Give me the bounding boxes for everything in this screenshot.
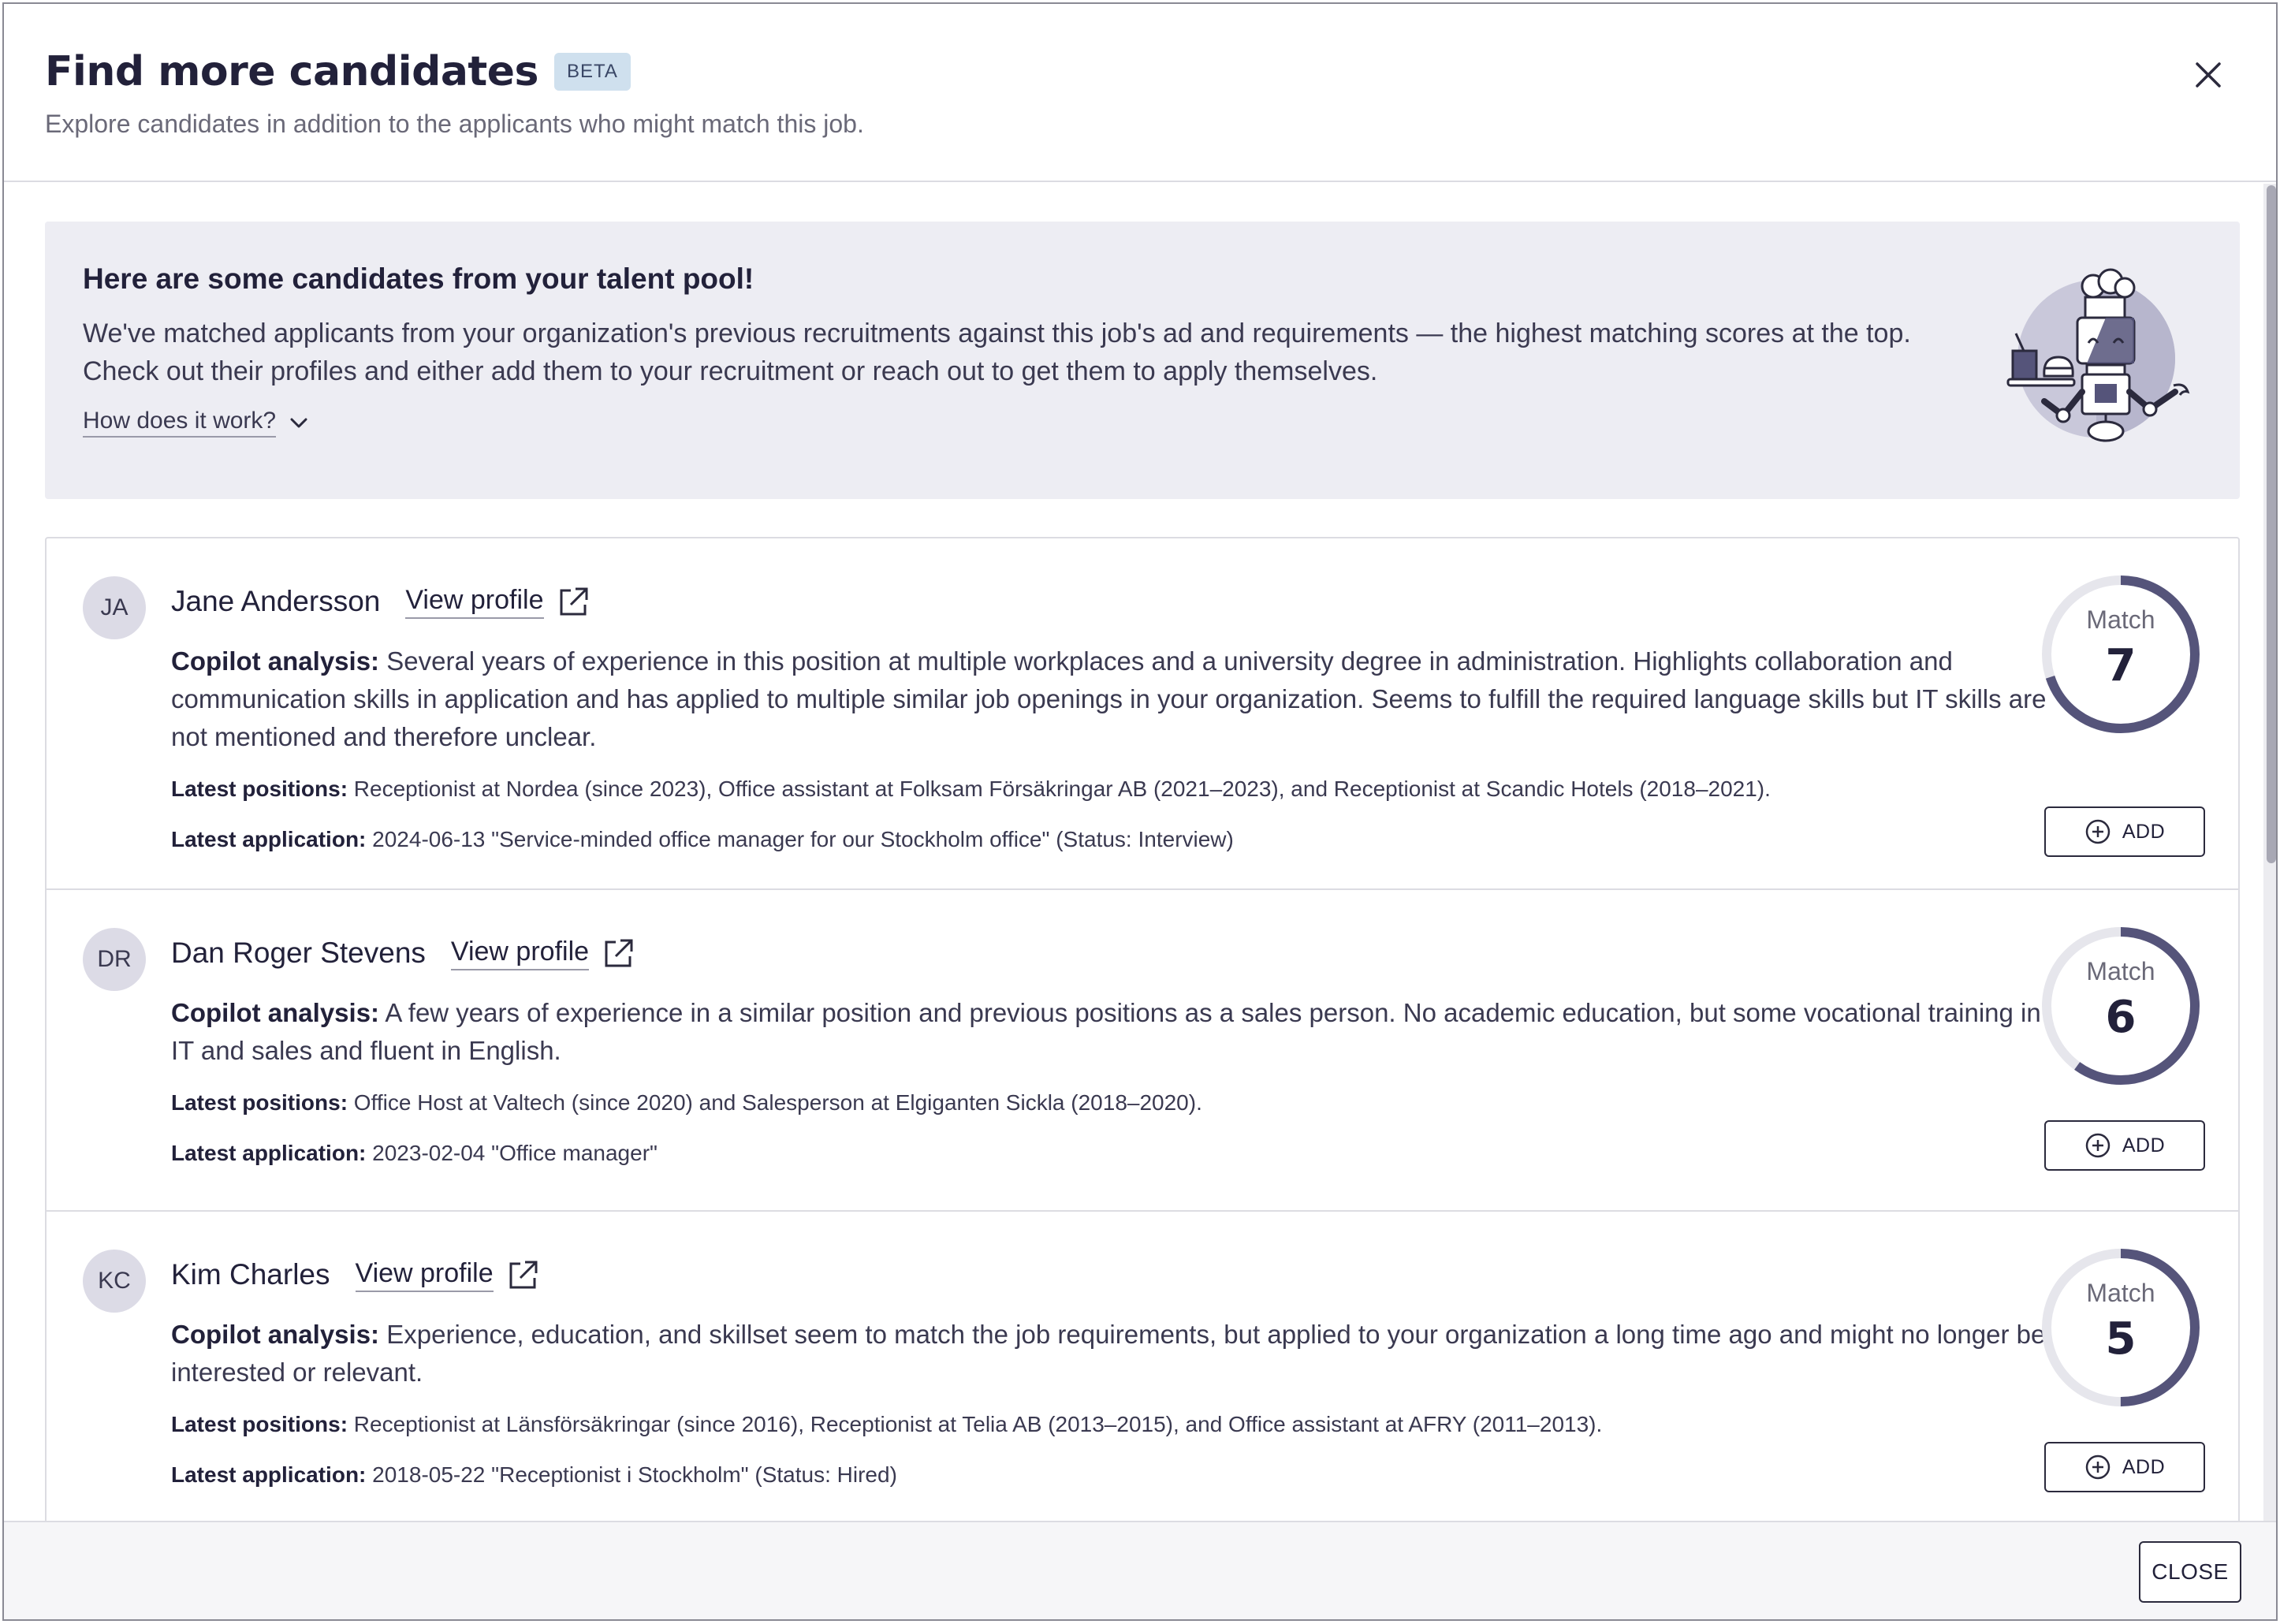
view-profile-label: View profile (451, 937, 589, 970)
latest-positions (171, 1412, 2047, 1437)
positions-label: Latest positions: (171, 777, 348, 801)
application-text: 2023-02-04 "Office manager" (372, 1141, 658, 1165)
candidate-name: Jane Andersson (171, 585, 381, 617)
latest-positions (171, 777, 2047, 802)
add-label: ADD (2122, 820, 2166, 843)
add-label: ADD (2122, 1134, 2166, 1157)
view-profile-label: View profile (405, 585, 543, 619)
chevron-down-icon (289, 412, 309, 433)
find-candidates-dialog (2, 2, 2278, 1621)
title-row (45, 48, 631, 95)
application-text: 2018-05-22 "Receptionist i Stockholm" (Status: Hired) (372, 1462, 897, 1487)
candidate-name: Kim Charles (171, 1258, 330, 1291)
positions-label: Latest positions: (171, 1412, 348, 1436)
copilot-analysis (171, 1316, 2047, 1391)
add-candidate-button[interactable] (2044, 1442, 2205, 1492)
analysis-text: Experience, education, and skillset seem to match the job requirements, but applied to your organization a long time ago and might no longer be interested or relevant. (171, 1320, 2046, 1387)
robot-waiter-illustration (2000, 266, 2213, 455)
latest-application (171, 1141, 2047, 1166)
close-icon[interactable] (2192, 59, 2224, 91)
banner-text-line-1: We've matched applicants from your organization's previous recruitments against this job's ad and requirements — the highest matching scores at the top. (83, 318, 1911, 348)
match-label: Match (2086, 1279, 2155, 1307)
dialog-subtitle: Explore candidates in addition to the applicants who might match this job. (45, 110, 864, 138)
candidate-name-row (171, 584, 591, 619)
view-profile-link[interactable] (451, 936, 636, 970)
banner-title: Here are some candidates from your talent pool! (83, 263, 754, 295)
banner-text-line-2: Check out their profiles and either add them to your recruitment or reach out to get them to apply themselves. (83, 356, 1378, 386)
talent-pool-banner (45, 222, 2240, 499)
candidate-name-row (171, 936, 636, 970)
avatar: DR (83, 928, 146, 991)
dialog-body (4, 184, 2263, 1521)
how-does-it-work-label: How does it work? (83, 408, 276, 438)
external-link-icon (557, 584, 591, 619)
latest-positions (171, 1090, 2047, 1116)
view-profile-link[interactable] (356, 1257, 541, 1292)
candidate-list (45, 537, 2240, 1521)
view-profile-label: View profile (356, 1258, 494, 1292)
analysis-text: A few years of experience in a similar position and previous positions as a sales person. No academic education, but some vocational training in IT and sales and fluent in English. (171, 998, 2041, 1065)
plus-circle-icon (2084, 818, 2111, 845)
latest-application (171, 827, 2047, 852)
candidate-card (47, 890, 2238, 1212)
analysis-label: Copilot analysis: (171, 998, 380, 1027)
dialog-title: Find more candidates (45, 48, 538, 95)
match-score-gauge (2040, 573, 2202, 736)
how-does-it-work-toggle[interactable] (83, 408, 309, 438)
scrollbar-thumb[interactable] (2267, 185, 2276, 863)
match-label: Match (2086, 605, 2155, 634)
application-label: Latest application: (171, 827, 367, 851)
add-candidate-button[interactable] (2044, 806, 2205, 857)
external-link-icon (506, 1257, 541, 1292)
analysis-label: Copilot analysis: (171, 646, 380, 676)
plus-circle-icon (2084, 1132, 2111, 1159)
match-label: Match (2086, 957, 2155, 985)
banner-text (83, 315, 1975, 390)
dialog-footer (4, 1521, 2276, 1621)
add-candidate-button[interactable] (2044, 1120, 2205, 1171)
match-score-gauge (2040, 925, 2202, 1087)
external-link-icon (602, 936, 636, 970)
beta-badge: BETA (554, 53, 631, 91)
dialog-header (4, 4, 2276, 182)
candidate-card (47, 538, 2238, 890)
analysis-text: Several years of experience in this position at multiple workplaces and a university degree in administration. Highlights collaboration and communication skills in application and has applied to multiple similar job openings in your organization. Seems to fulfill the required language skills but IT skills are not mentioned and therefore unclear. (171, 646, 2047, 751)
application-label: Latest application: (171, 1462, 367, 1487)
candidate-card (47, 1212, 2238, 1521)
match-score: 7 (2105, 640, 2137, 691)
positions-text: Office Host at Valtech (since 2020) and Salesperson at Elgiganten Sickla (2018–2020). (353, 1090, 1202, 1115)
match-score: 5 (2105, 1313, 2137, 1365)
view-profile-link[interactable] (405, 584, 590, 619)
plus-circle-icon (2084, 1454, 2111, 1481)
application-label: Latest application: (171, 1141, 367, 1165)
positions-text: Receptionist at Nordea (since 2023), Office assistant at Folksam Försäkringar AB (2021–2023), and Receptionist at Scandic Hotels (2018–2021). (353, 777, 1771, 801)
analysis-label: Copilot analysis: (171, 1320, 380, 1349)
add-label: ADD (2122, 1455, 2166, 1478)
positions-label: Latest positions: (171, 1090, 348, 1115)
application-text: 2024-06-13 "Service-minded office manager for our Stockholm office" (Status: Interview) (372, 827, 1234, 851)
positions-text: Receptionist at Länsförsäkringar (since 2016), Receptionist at Telia AB (2013–2015), and Office assistant at AFRY (2011–2013). (353, 1412, 1603, 1436)
copilot-analysis (171, 994, 2047, 1070)
candidate-name: Dan Roger Stevens (171, 937, 426, 969)
avatar: KC (83, 1250, 146, 1313)
match-score-gauge (2040, 1246, 2202, 1409)
avatar: JA (83, 576, 146, 639)
candidate-name-row (171, 1257, 541, 1292)
latest-application (171, 1462, 2047, 1488)
close-button[interactable]: CLOSE (2139, 1541, 2241, 1603)
copilot-analysis (171, 643, 2047, 756)
match-score: 6 (2105, 992, 2137, 1043)
